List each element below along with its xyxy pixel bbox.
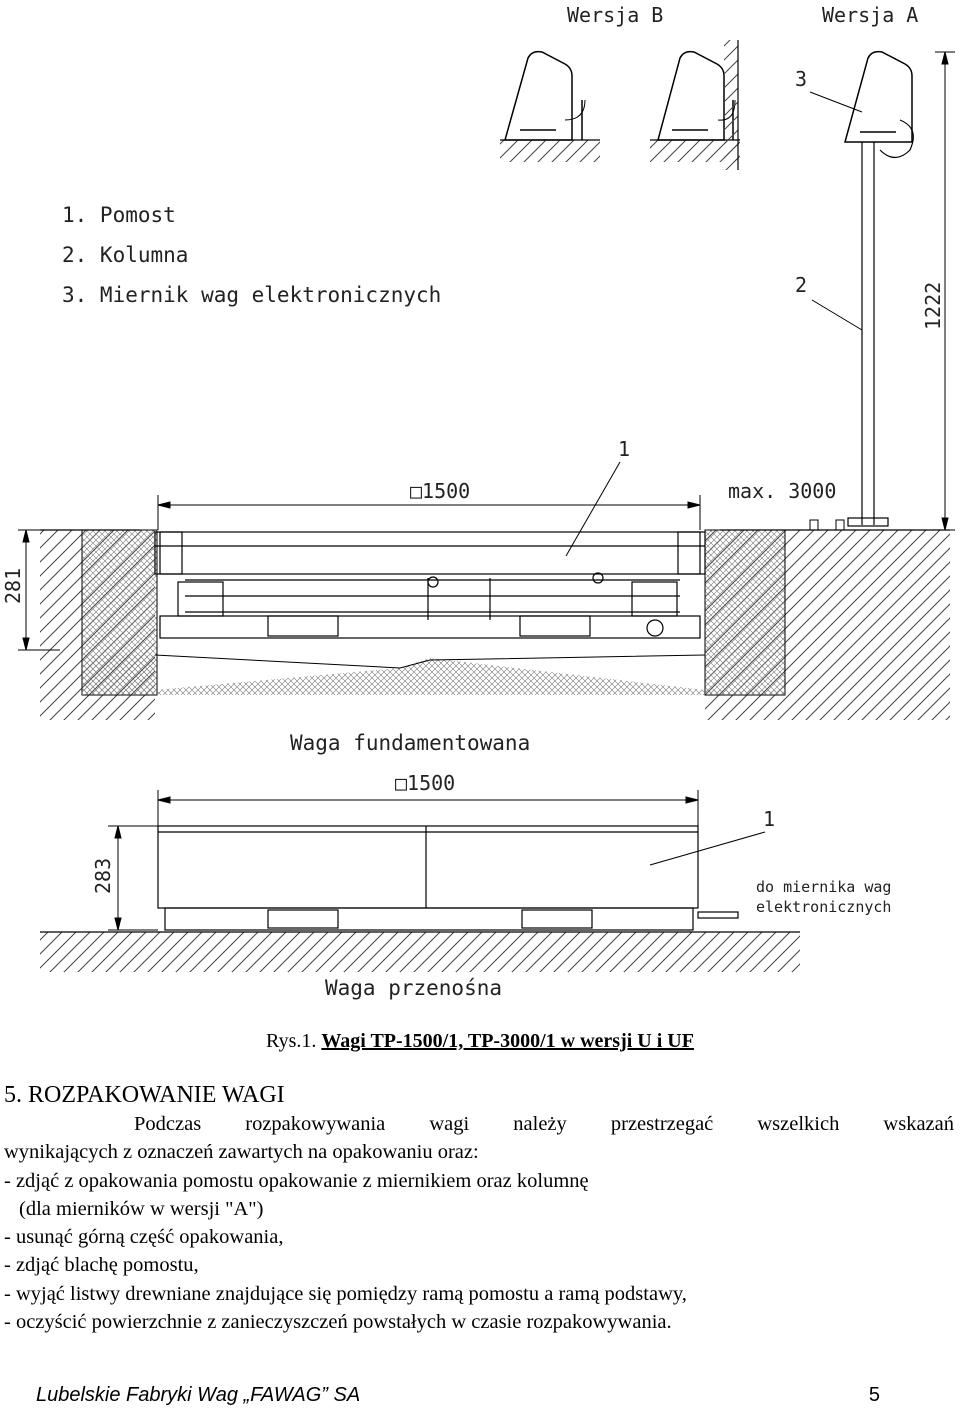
legend-item-2: 2. Kolumna — [62, 243, 189, 267]
version-a-label: Wersja A — [822, 3, 919, 27]
floor-b-hatch — [500, 140, 600, 162]
dimension-line-bottom — [158, 790, 698, 828]
dimension-1222-label: 1222 — [921, 281, 945, 330]
legend-item-1: 1. Pomost — [62, 203, 176, 227]
list-item: - zdjąć blachę pomostu, — [4, 1254, 199, 1277]
floor-hatch-bottom — [40, 932, 800, 972]
list-item: - usunąć górną część opakowania, — [4, 1226, 284, 1249]
section-paragraph: Podczas rozpakowywania wagi należy przestrzegać wszelkich wskazań — [134, 1113, 954, 1135]
list-item: - zdjąć z opakowania pomostu opakowanie z miernikiem oraz kolumnę — [4, 1169, 589, 1192]
section-heading: 5. ROZPAKOWANIE WAGI — [4, 1082, 285, 1108]
meter-head-b1 — [505, 52, 585, 140]
section-unpacking — [4, 1080, 954, 1336]
page-number: 5 — [868, 1384, 880, 1406]
dimension-281-label: 281 — [1, 567, 25, 604]
list-item: - wyjąć listwy drewniane znajdujące się pomiędzy ramą pomostu a ramą podstawy, — [4, 1282, 687, 1305]
foundation-section — [40, 530, 950, 720]
dimension-1500-bottom: □1500 — [395, 771, 456, 795]
meter-head-b2 — [658, 52, 735, 140]
column — [848, 142, 888, 526]
label-waga-fundamentowana: Waga fundamentowana — [290, 731, 531, 755]
meter-head-a — [845, 52, 913, 158]
dimension-max3000: max. 3000 — [728, 479, 837, 503]
dimension-1500-top: □1500 — [410, 479, 471, 503]
figure-caption-title: Wagi TP-1500/1, TP-3000/1 w wersji U i UF — [321, 1030, 694, 1052]
figure-caption — [0, 1030, 960, 1053]
label-waga-przenosna: Waga przenośna — [325, 976, 503, 1000]
figure-caption-lead: Rys.1. — [266, 1030, 317, 1052]
section-paragraph-cont: wynikających z oznaczeń zawartych na opakowaniu oraz: — [4, 1141, 479, 1164]
page-footer — [36, 1384, 880, 1407]
footer-company: Lubelskie Fabryki Wag „FAWAG” SA — [36, 1384, 361, 1406]
portable-platform — [158, 826, 738, 930]
legend-item-3: 3. Miernik wag elektronicznych — [62, 283, 442, 307]
platform-frame — [155, 532, 705, 638]
dimension-283 — [108, 826, 158, 930]
column-base-bolts — [810, 520, 844, 530]
callout-2: 2 — [795, 273, 808, 297]
version-b-label: Wersja B — [567, 3, 664, 27]
cable-label-line1: do miernika wag — [756, 878, 892, 896]
dimension-283-label: 283 — [91, 857, 115, 894]
callout-3: 3 — [795, 67, 808, 91]
cable-label-line2: elektronicznych — [756, 898, 892, 916]
callout-1: 1 — [618, 437, 631, 461]
callout-1-bottom: 1 — [763, 807, 776, 831]
list-item: - oczyścić powierzchnie z zanieczyszczeń powstałych w czasie rozpakowywania. — [4, 1311, 672, 1334]
wall-hatch — [724, 40, 738, 170]
list-item: (dla mierników w wersji "A") — [19, 1197, 264, 1220]
